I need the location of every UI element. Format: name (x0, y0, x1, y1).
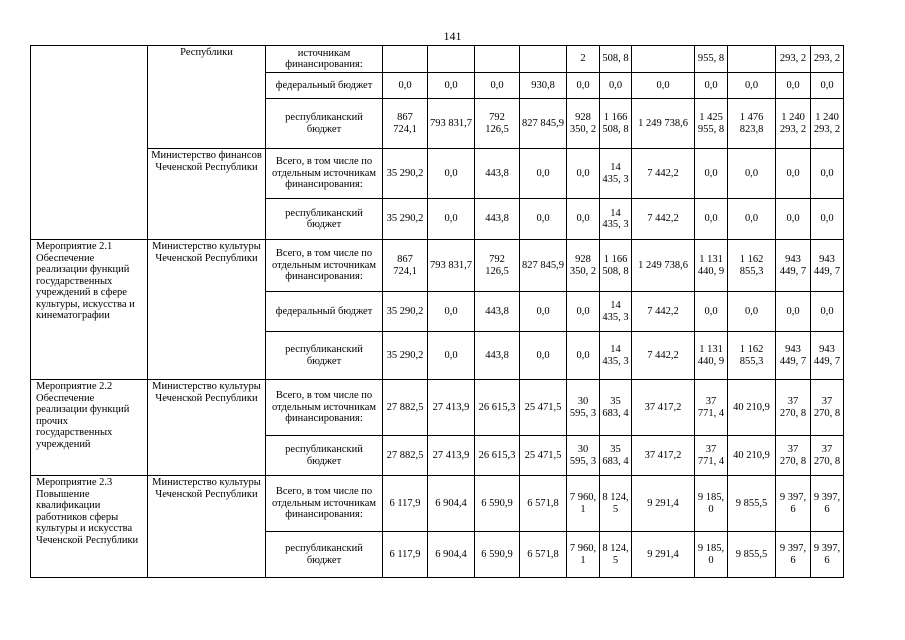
amount-cell (428, 46, 475, 73)
table-row (31, 476, 844, 532)
amount-cell: 25 471,5 (520, 436, 567, 476)
event-name-cell (31, 46, 148, 240)
amount-cell: 0,0 (811, 199, 844, 240)
amount-cell: 1 249 738,6 (632, 240, 695, 292)
amount-cell (632, 46, 695, 73)
table-row (31, 240, 844, 292)
amount-cell: 0,0 (520, 332, 567, 380)
amount-cell: 9 185, 0 (695, 476, 728, 532)
funding-source-cell: республиканский бюджет (266, 532, 383, 578)
funding-source-cell: федеральный бюджет (266, 73, 383, 99)
amount-cell: 293, 2 (811, 46, 844, 73)
amount-cell: 928 350, 2 (567, 99, 600, 149)
amount-cell: 9 397, 6 (811, 532, 844, 578)
amount-cell: 1 425 955, 8 (695, 99, 728, 149)
amount-cell: 37 771, 4 (695, 436, 728, 476)
event-name-cell: Мероприятие 2.3 Повышение квалификации работников сферы культуры и искусства Чеченской Республики (31, 476, 148, 578)
amount-cell: 9 397, 6 (776, 476, 811, 532)
amount-cell: 867 724,1 (383, 240, 428, 292)
amount-cell: 827 845,9 (520, 240, 567, 292)
table-row (31, 149, 844, 199)
amount-cell: 8 124, 5 (600, 476, 632, 532)
amount-cell: 0,0 (776, 292, 811, 332)
amount-cell: 0,0 (520, 292, 567, 332)
amount-cell: 1 249 738,6 (632, 99, 695, 149)
amount-cell: 0,0 (567, 73, 600, 99)
amount-cell: 7 442,2 (632, 199, 695, 240)
amount-cell: 0,0 (600, 73, 632, 99)
amount-cell: 9 185, 0 (695, 532, 728, 578)
amount-cell: 37 270, 8 (776, 436, 811, 476)
amount-cell: 35 290,2 (383, 332, 428, 380)
amount-cell: 1 162 855,3 (728, 240, 776, 292)
executor-cell: Министерство культуры Чеченской Республики (148, 240, 266, 380)
amount-cell: 25 471,5 (520, 380, 567, 436)
amount-cell: 7 960, 1 (567, 532, 600, 578)
amount-cell: 14 435, 3 (600, 332, 632, 380)
funding-source-cell: Всего, в том числе по отдельным источникам финансирования: (266, 240, 383, 292)
amount-cell: 0,0 (728, 292, 776, 332)
amount-cell: 6 904,4 (428, 532, 475, 578)
amount-cell: 35 290,2 (383, 292, 428, 332)
amount-cell: 0,0 (776, 73, 811, 99)
amount-cell: 14 435, 3 (600, 292, 632, 332)
amount-cell: 9 855,5 (728, 476, 776, 532)
amount-cell: 6 117,9 (383, 476, 428, 532)
amount-cell: 37 417,2 (632, 380, 695, 436)
amount-cell: 1 131 440, 9 (695, 240, 728, 292)
funding-source-cell: республиканский бюджет (266, 99, 383, 149)
amount-cell: 35 683, 4 (600, 380, 632, 436)
amount-cell: 1 240 293, 2 (811, 99, 844, 149)
funding-source-cell: федеральный бюджет (266, 292, 383, 332)
amount-cell: 40 210,9 (728, 380, 776, 436)
amount-cell: 0,0 (520, 199, 567, 240)
amount-cell: 293, 2 (776, 46, 811, 73)
amount-cell: 2 (567, 46, 600, 73)
amount-cell: 7 442,2 (632, 332, 695, 380)
amount-cell: 0,0 (811, 292, 844, 332)
amount-cell: 27 882,5 (383, 436, 428, 476)
amount-cell (475, 46, 520, 73)
amount-cell: 943 449, 7 (811, 240, 844, 292)
amount-cell: 7 442,2 (632, 149, 695, 199)
amount-cell: 0,0 (695, 149, 728, 199)
amount-cell: 792 126,5 (475, 99, 520, 149)
amount-cell: 1 476 823,8 (728, 99, 776, 149)
amount-cell: 9 855,5 (728, 532, 776, 578)
funding-source-cell: республиканский бюджет (266, 199, 383, 240)
amount-cell: 793 831,7 (428, 240, 475, 292)
amount-cell: 443,8 (475, 199, 520, 240)
amount-cell: 35 290,2 (383, 149, 428, 199)
amount-cell: 37 771, 4 (695, 380, 728, 436)
amount-cell: 0,0 (695, 73, 728, 99)
executor-cell: Министерство культуры Чеченской Республики (148, 380, 266, 476)
amount-cell: 1 131 440, 9 (695, 332, 728, 380)
event-name-cell: Мероприятие 2.2 Обеспечение реализации функций прочих государственных учреждений (31, 380, 148, 476)
executor-cell: Республики (148, 46, 266, 149)
table-row (31, 380, 844, 436)
event-name-cell: Мероприятие 2.1 Обеспечение реализации функций государственных учреждений в сфере культуры, искусства и кинематографии (31, 240, 148, 380)
amount-cell: 30 595, 3 (567, 380, 600, 436)
amount-cell: 6 590,9 (475, 532, 520, 578)
funding-source-cell: Всего, в том числе по отдельным источникам финансирования: (266, 476, 383, 532)
amount-cell: 0,0 (428, 149, 475, 199)
amount-cell: 9 397, 6 (776, 532, 811, 578)
amount-cell: 955, 8 (695, 46, 728, 73)
amount-cell: 7 960, 1 (567, 476, 600, 532)
amount-cell: 508, 8 (600, 46, 632, 73)
amount-cell: 35 290,2 (383, 199, 428, 240)
amount-cell: 1 162 855,3 (728, 332, 776, 380)
amount-cell: 0,0 (776, 199, 811, 240)
financing-table (30, 45, 844, 578)
amount-cell: 928 350, 2 (567, 240, 600, 292)
amount-cell: 35 683, 4 (600, 436, 632, 476)
amount-cell: 9 291,4 (632, 476, 695, 532)
amount-cell: 37 417,2 (632, 436, 695, 476)
amount-cell: 0,0 (428, 73, 475, 99)
amount-cell: 6 590,9 (475, 476, 520, 532)
amount-cell: 6 571,8 (520, 532, 567, 578)
amount-cell: 0,0 (428, 332, 475, 380)
amount-cell: 37 270, 8 (811, 436, 844, 476)
funding-source-cell: республиканский бюджет (266, 436, 383, 476)
amount-cell: 0,0 (428, 292, 475, 332)
funding-source-cell: Всего, в том числе по отдельным источникам финансирования: (266, 149, 383, 199)
amount-cell: 0,0 (567, 199, 600, 240)
amount-cell: 6 904,4 (428, 476, 475, 532)
amount-cell (520, 46, 567, 73)
amount-cell: 14 435, 3 (600, 149, 632, 199)
amount-cell: 9 291,4 (632, 532, 695, 578)
amount-cell: 0,0 (428, 199, 475, 240)
executor-cell: Министерство финансов Чеченской Республики (148, 149, 266, 240)
amount-cell: 0,0 (728, 73, 776, 99)
amount-cell: 793 831,7 (428, 99, 475, 149)
amount-cell: 943 449, 7 (811, 332, 844, 380)
amount-cell: 0,0 (475, 73, 520, 99)
amount-cell: 37 270, 8 (811, 380, 844, 436)
executor-cell: Министерство культуры Чеченской Республики (148, 476, 266, 578)
amount-cell: 0,0 (567, 292, 600, 332)
amount-cell: 27 413,9 (428, 380, 475, 436)
amount-cell: 943 449, 7 (776, 332, 811, 380)
amount-cell: 443,8 (475, 292, 520, 332)
funding-source-cell: Всего, в том числе по отдельным источникам финансирования: (266, 380, 383, 436)
amount-cell: 0,0 (728, 199, 776, 240)
amount-cell: 26 615,3 (475, 436, 520, 476)
amount-cell: 0,0 (695, 199, 728, 240)
amount-cell: 0,0 (728, 149, 776, 199)
amount-cell: 27 882,5 (383, 380, 428, 436)
amount-cell: 443,8 (475, 149, 520, 199)
amount-cell: 37 270, 8 (776, 380, 811, 436)
amount-cell: 0,0 (776, 149, 811, 199)
funding-source-cell: республиканский бюджет (266, 332, 383, 380)
amount-cell: 0,0 (695, 292, 728, 332)
amount-cell: 0,0 (383, 73, 428, 99)
amount-cell: 7 442,2 (632, 292, 695, 332)
amount-cell (383, 46, 428, 73)
amount-cell: 0,0 (567, 332, 600, 380)
amount-cell: 26 615,3 (475, 380, 520, 436)
amount-cell: 867 724,1 (383, 99, 428, 149)
page-number: 141 (443, 29, 462, 43)
funding-source-cell: источникам финансирования: (266, 46, 383, 73)
amount-cell: 443,8 (475, 332, 520, 380)
amount-cell: 8 124, 5 (600, 532, 632, 578)
amount-cell: 30 595, 3 (567, 436, 600, 476)
amount-cell: 40 210,9 (728, 436, 776, 476)
amount-cell: 0,0 (811, 73, 844, 99)
amount-cell: 14 435, 3 (600, 199, 632, 240)
amount-cell: 0,0 (567, 149, 600, 199)
amount-cell: 792 126,5 (475, 240, 520, 292)
amount-cell: 27 413,9 (428, 436, 475, 476)
amount-cell: 1 166 508, 8 (600, 240, 632, 292)
amount-cell: 6 117,9 (383, 532, 428, 578)
amount-cell: 943 449, 7 (776, 240, 811, 292)
amount-cell: 0,0 (632, 73, 695, 99)
table-row (31, 46, 844, 73)
amount-cell (728, 46, 776, 73)
amount-cell: 930,8 (520, 73, 567, 99)
amount-cell: 6 571,8 (520, 476, 567, 532)
amount-cell: 0,0 (520, 149, 567, 199)
amount-cell: 0,0 (811, 149, 844, 199)
amount-cell: 1 166 508, 8 (600, 99, 632, 149)
amount-cell: 1 240 293, 2 (776, 99, 811, 149)
amount-cell: 9 397, 6 (811, 476, 844, 532)
amount-cell: 827 845,9 (520, 99, 567, 149)
